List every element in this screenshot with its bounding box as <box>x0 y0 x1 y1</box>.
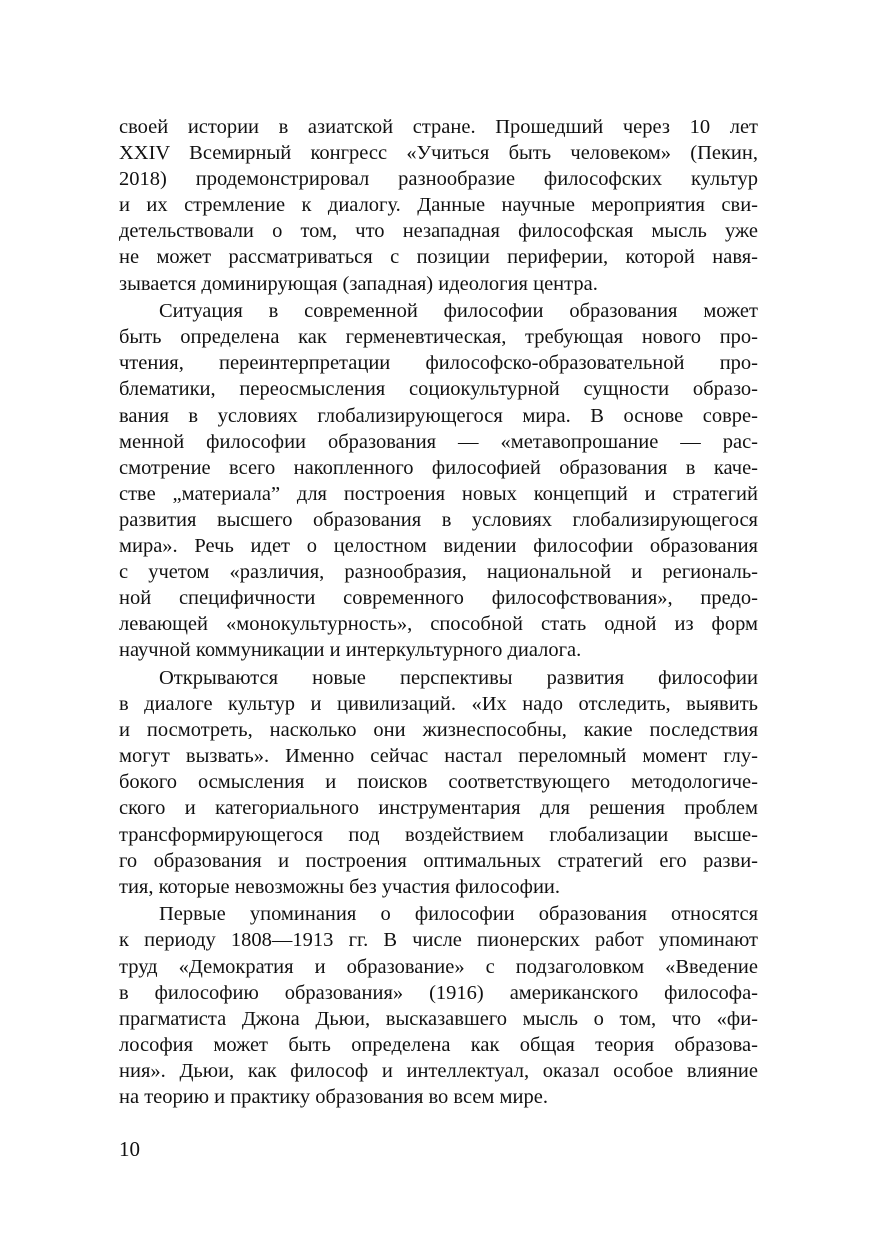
paragraph-line: Ситуация в современной философии образования может <box>159 300 758 323</box>
paragraph-line: и их стремление к диалогу. Данные научные мероприятия сви- <box>119 194 758 217</box>
paragraph-line: на теорию и практику образования во всем мире. <box>119 1085 548 1108</box>
paragraph-line: прагматиста Джона Дьюи, высказавшего мысль о том, что «фи- <box>119 1007 758 1030</box>
paragraph-1 <box>119 114 758 297</box>
paragraph-line: XXIV Всемирный конгресс «Учиться быть человеком» (Пекин, <box>119 142 758 165</box>
paragraph-line: Первые упоминания о философии образования относятся <box>159 903 758 926</box>
paragraph-line: Открываются новые перспективы развития философии <box>159 666 758 689</box>
paragraph-line: ной специфичности современного философствования», предо- <box>119 587 758 610</box>
paragraph-line: с учетом «различия, разнообразия, национальной и региональ- <box>119 561 758 584</box>
paragraph-3 <box>119 665 758 900</box>
page-body <box>119 114 758 1110</box>
paragraph-line: могут вызвать». Именно сейчас настал переломный момент глу- <box>119 745 758 768</box>
paragraph-line: трансформирующегося под воздействием глобализации высше- <box>119 823 758 846</box>
paragraph-line: 2018) продемонстрировал разнообразие философских культур <box>119 168 758 191</box>
paragraph-line: вания в условиях глобализирующегося мира. В основе совре- <box>119 404 758 427</box>
paragraph-line: стве „материала” для построения новых концепций и стратегий <box>119 482 758 505</box>
paragraph-line: не может рассматриваться с позиции периферии, которой навя- <box>119 246 758 269</box>
paragraph-4 <box>119 901 758 1110</box>
paragraph-line: левающей «монокультурность», способной стать одной из форм <box>119 613 758 636</box>
paragraph-line: развития высшего образования в условиях глобализирующегося <box>119 508 758 531</box>
paragraph-line: го образования и построения оптимальных стратегий его разви- <box>119 849 758 872</box>
paragraph-line: в диалоге культур и цивилизаций. «Их надо отследить, выявить <box>119 693 758 716</box>
paragraph-line: бокого осмысления и поисков соответствующего методологиче- <box>119 771 758 794</box>
paragraph-line: ния». Дьюи, как философ и интеллектуал, оказал особое влияние <box>119 1059 758 1082</box>
paragraph-line: и посмотреть, насколько они жизнеспособны, какие последствия <box>119 719 758 742</box>
paragraph-line: труд «Демократия и образование» с подзаголовком «Введение <box>119 955 758 978</box>
paragraph-2 <box>119 298 758 663</box>
paragraph-line: менной философии образования — «метавопрошание — рас- <box>119 430 758 453</box>
page-number: 10 <box>119 1137 140 1161</box>
paragraph-line: своей истории в азиатской стране. Прошедший через 10 лет <box>119 116 758 138</box>
paragraph-line: чтения, переинтерпретации философско-образовательной про- <box>119 352 758 375</box>
paragraph-line: в философию образования» (1916) американского философа- <box>119 981 758 1004</box>
paragraph-line: блематики, переосмысления социокультурной сущности образо- <box>119 378 758 401</box>
paragraph-line: зывается доминирующая (западная) идеология центра. <box>119 272 598 295</box>
paragraph-line: к периоду 1808—1913 гг. В числе пионерских работ упоминают <box>119 929 758 952</box>
paragraph-line: научной коммуникации и интеркультурного диалога. <box>119 639 582 662</box>
paragraph-line: быть определена как герменевтическая, требующая нового про- <box>119 326 758 349</box>
paragraph-line: лософия может быть определена как общая теория образова- <box>119 1033 758 1056</box>
paragraph-line: тия, которые невозможны без участия философии. <box>119 875 561 898</box>
paragraph-line: детельствовали о том, что незападная философская мысль уже <box>119 220 758 243</box>
paragraph-line: смотрение всего накопленного философией образования в каче- <box>119 456 758 479</box>
paragraph-line: ского и категориального инструментария для решения проблем <box>119 797 758 820</box>
paragraph-line: мира». Речь идет о целостном видении философии образования <box>119 535 758 557</box>
